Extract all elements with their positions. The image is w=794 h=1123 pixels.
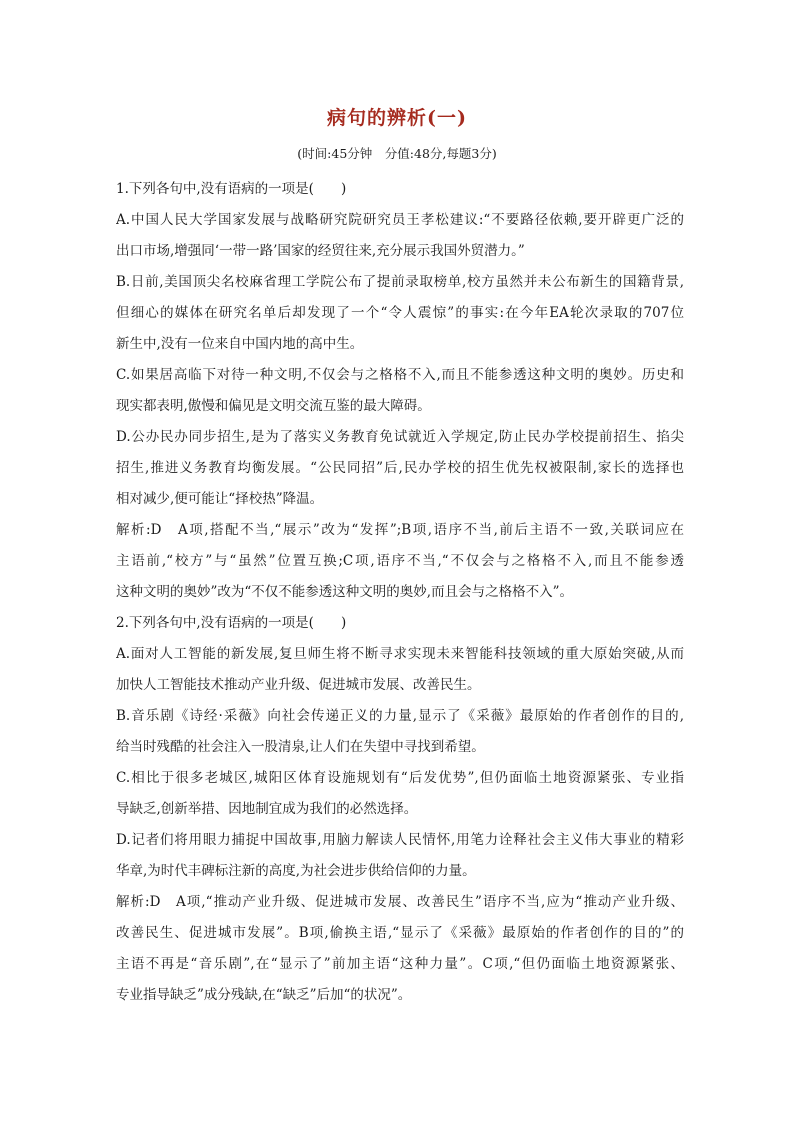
text-line: 主语不再是“音乐剧”,在“显示了”前加主语“这种力量”。C项,“但仍面临土地资源紧张、 — [116, 956, 684, 972]
text-line: 相对减少,便可能让“择校热”降温。 — [116, 491, 324, 507]
text-line: C.如果居高临下对待一种文明,不仅会与之格格不入,而且不能参透这种文明的奥妙。历史和 — [116, 367, 684, 383]
text-line: C.相比于很多老城区,城阳区体育设施规划有“后发优势”,但仍面临土地资源紧张、专业指 — [116, 770, 684, 786]
text-line: 主语前,“校方”与“虽然”位置互换;C项,语序不当,“不仅会与之格格不入,而且不能参透 — [116, 553, 684, 569]
text-line: 但细心的媒体在研究名单后却发现了一个“令人震惊”的事实:在今年EA轮次录取的707位 — [116, 305, 684, 321]
text-line: B.日前,美国顶尖名校麻省理工学院公布了提前录取榜单,校方虽然并未公布新生的国籍背景, — [116, 274, 684, 290]
text-line: 加快人工智能技术推动产业升级、促进城市发展、改善民生。 — [116, 677, 481, 693]
text-line: B.音乐剧《诗经·采薇》向社会传递正义的力量,显示了《采薇》最原始的作者创作的目的, — [116, 708, 684, 724]
text-line: 出口市场,增强同‘一带一路’国家的经贸往来,充分展示我国外贸潜力。” — [116, 243, 525, 259]
exam-info: (时间:45分钟 分值:48分,每题3分) — [297, 146, 497, 161]
text-line: D.记者们将用眼力捕捉中国故事,用脑力解读人民情怀,用笔力诠释社会主义伟大事业的精彩 — [116, 832, 684, 848]
text-line: 2.下列各句中,没有语病的一项是( ) — [116, 615, 347, 631]
text-line: 改善民生、促进城市发展”。B项,偷换主语,“显示了《采薇》最原始的作者创作的目的”的 — [116, 925, 684, 941]
text-line: 1.下列各句中,没有语病的一项是( ) — [116, 181, 347, 197]
text-line: 给当时残酷的社会注入一股清泉,让人们在失望中寻找到希望。 — [116, 739, 485, 755]
text-line: 华章,为时代丰碑标注新的高度,为社会进步供给信仰的力量。 — [116, 863, 476, 879]
text-line: 导缺乏,创新举措、因地制宜成为我们的必然选择。 — [116, 801, 418, 817]
text-line: A.面对人工智能的新发展,复旦师生将不断寻求实现未来智能科技领域的重大原始突破,从而 — [116, 646, 684, 662]
page-title: 病句的辨析(一) — [327, 107, 467, 129]
text-line: 招生,推进义务教育均衡发展。“公民同招”后,民办学校的招生优先权被限制,家长的选择也 — [116, 460, 684, 476]
text-line: 现实都表明,傲慢和偏见是文明交流互鉴的最大障碍。 — [116, 398, 431, 414]
text-line: A.中国人民大学国家发展与战略研究院研究员王孝松建议:“不要路径依赖,要开辟更广泛的 — [116, 212, 684, 228]
text-line: 新生中,没有一位来自中国内地的高中生。 — [116, 336, 364, 352]
text-line: 专业指导缺乏”成分残缺,在“缺乏”后加“的状况”。 — [116, 987, 412, 1003]
text-line: 这种文明的奥妙”改为“不仅不能参透这种文明的奥妙,而且会与之格格不入”。 — [116, 584, 573, 600]
text-line: D.公办民办同步招生,是为了落实义务教育免试就近入学规定,防止民办学校提前招生、掐尖 — [116, 429, 684, 445]
question-content — [116, 174, 684, 1011]
text-line: 解析:D A项,“推动产业升级、促进城市发展、改善民生”语序不当,应为“推动产业升级、 — [116, 894, 684, 910]
text-line: 解析:D A项,搭配不当,“展示”改为“发挥”;B项,语序不当,前后主语不一致,关联词应在 — [116, 522, 684, 538]
